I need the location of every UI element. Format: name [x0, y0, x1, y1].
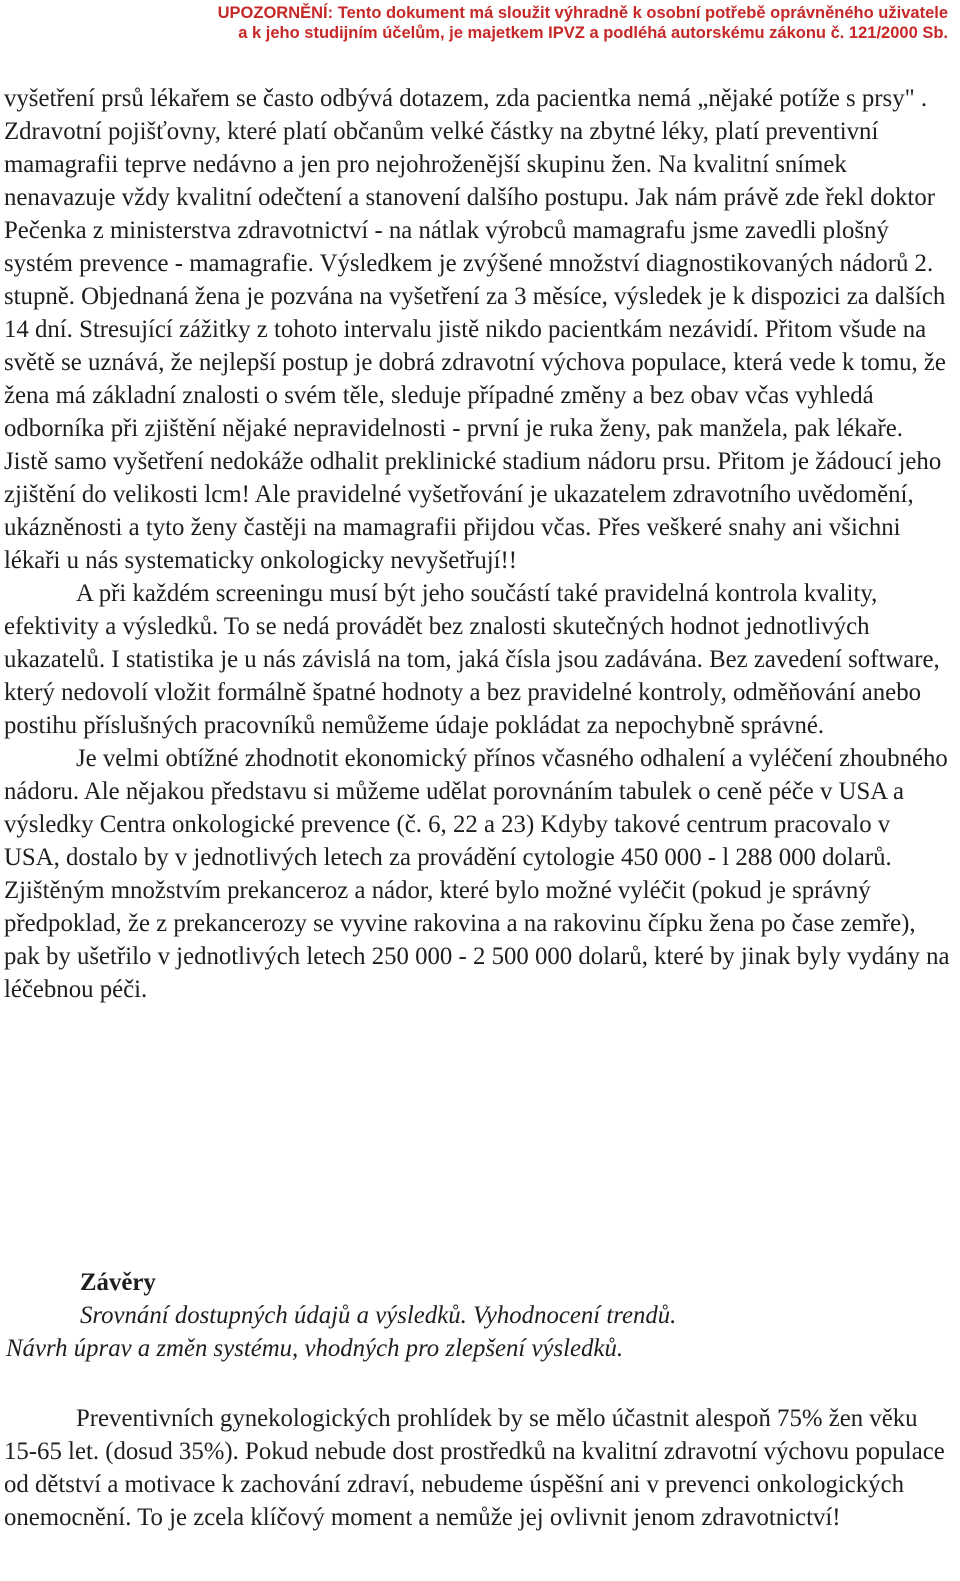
conclusions-heading: Závěry — [80, 1269, 156, 1296]
paragraph-quality-control: A při každém screeningu musí být jeho součástí také pravidelná kontrola kvality, efektivity a výsledků. To se nedá provádět bez znalosti skutečných hodnot jednotlivých ukazatelů. I statistika je u nás závislá na tom, jaká čísla jsou zadávána. Bez zavedení software, který nedovolí vložit formálně špatné hodnoty a bez pravidelné kontroly, odměňování anebo postihu příslušných pracovníků nemůžeme údaje pokládat za nepochybně správné. — [4, 580, 940, 739]
conclusions-line-1: Srovnání dostupných údajů a výsledků. Vyhodnocení trendů. — [80, 1302, 677, 1329]
conclusions-section — [4, 1266, 952, 1365]
paragraph-mammography: vyšetření prsů lékařem se často odbývá dotazem, zda pacientka nemá „nějaké potíže s prsy" . Zdravotní pojišťovny, které platí občanům velké částky na zbytné léky, platí preventivní mamagrafii teprve nedávno a jen pro nejohroženější skupinu žen. Na kvalitní snímek nenavazuje vždy kvalitní odečtení a stanovení dalšího postupu. Jak nám právě zde řekl doktor Pečenka z ministerstva zdravotnictví - na nátlak výrobců mamagrafu jsme zavedli plošný systém prevence - mamagrafie. Výsledkem je zvýšené množství diagnostikovaných nádorů 2. stupně. Objednaná žena je pozvána na vyšetření za 3 měsíce, výsledek je k dispozici za dalších 14 dní. Stresující zážitky z tohoto intervalu jistě nikdo pacientkám nezávidí. Přitom všude na světě se uznává, že nejlepší postup je dobrá zdravotní výchova populace, která vede k tomu, že žena má základní znalosti o svém těle, sleduje případné změny a bez obav včas vyhledá odborníka při zjištění nějaké nepravidelnosti - první je ruka ženy, pak manžela, pak lékaře. Jistě samo vyšetření nedokáže odhalit preklinické stadium nádoru prsu. Přitom je žádoucí jeho zjištění do velikosti lcm! Ale pravidelné vyšetřování je ukazatelem zdravotního uvědomění, ukázněnosti a tyto ženy častěji na mamagrafii přijdou včas. Přes veškeré snahy ani všichni lékaři u nás systematicky onkologicky nevyšetřují!! — [4, 85, 946, 574]
copyright-notice — [0, 3, 948, 43]
conclusions-line-2: Návrh úprav a změn systému, vhodných pro zlepšení výsledků. — [6, 1335, 624, 1362]
paragraph-economic-benefit: Je velmi obtížné zhodnotit ekonomický přínos včasného odhalení a vyléčení zhoubného nádoru. Ale nějakou představu si můžeme udělat porovnáním tabulek o ceně péče v USA a výsledky Centra onkologické prevence (č. 6, 22 a 23) Kdyby takové centrum pracovalo v USA, dostalo by v jednotlivých letech za provádění cytologie 450 000 - l 288 000 dolarů. Zjištěným množstvím prekanceroz a nádor, které bylo možné vyléčit (pokud je správný předpoklad, že z prekancerozy se vyvine rakovina a na rakovinu čípku žena po čase zemře), pak by ušetřilo v jednotlivých letech 250 000 - 2 500 000 dolarů, které by jinak byly vydány na léčebnou péči. — [4, 745, 950, 1003]
paragraph-final: Preventivních gynekologických prohlídek by se mělo účastnit alespoň 75% žen věku 15-65 let. (dosud 35%). Pokud nebude dost prostředků na kvalitní zdravotní výchovu populace od dětství a motivace k zachování zdraví, nebudeme úspěšní ani v prevenci onkologických onemocnění. To je zcela klíčový moment a nemůže jej ovlivnit jenom zdravotnictví! — [4, 1405, 945, 1531]
notice-line-2: a k jeho studijním účelům, je majetkem IPVZ a podléhá autorskému zákonu č. 121/2000 Sb. — [238, 24, 948, 42]
document-body — [4, 82, 952, 1006]
notice-line-1: UPOZORNĚNÍ: Tento dokument má sloužit výhradně k osobní potřebě oprávněného uživatele — [217, 4, 948, 22]
